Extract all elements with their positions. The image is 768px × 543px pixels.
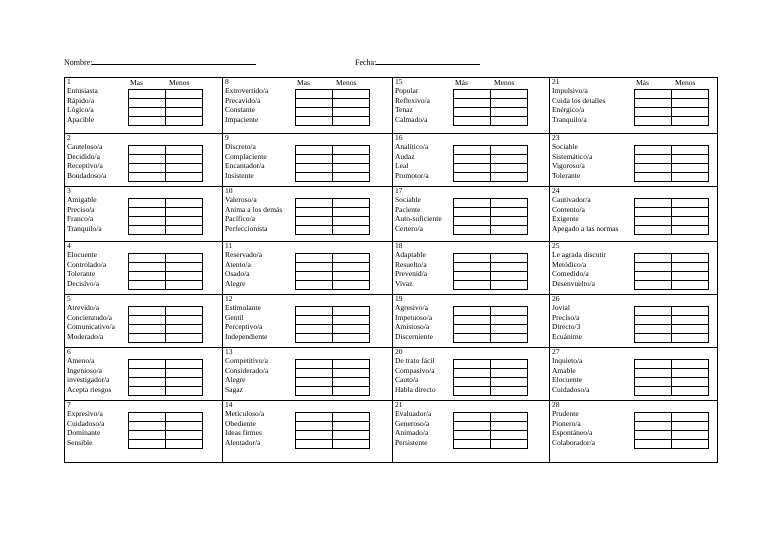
mas-answer-box[interactable]: [128, 439, 166, 449]
adjective-label: Preciso/a: [552, 312, 580, 322]
adjective-label: Atrevido/a: [67, 303, 100, 313]
word-group: [552, 133, 592, 180]
adjective-label: Sistemático/a: [552, 151, 593, 161]
adjective-label: Prevenid/a: [395, 269, 428, 279]
adjective-label: Pacífico/a: [225, 214, 255, 224]
mas-answer-box[interactable]: [634, 333, 672, 343]
date-input-line[interactable]: [376, 56, 480, 65]
mas-answer-box[interactable]: [634, 225, 672, 235]
menos-answer-box[interactable]: [671, 225, 709, 235]
adjective-label: Acepta riesgos: [67, 384, 112, 394]
adjective-label: Extrovertido/a: [225, 86, 269, 96]
adjective-label: Tranquilo/a: [67, 223, 102, 233]
adjective-label: Obediente: [225, 418, 256, 428]
adjective-label: Leal: [395, 161, 409, 171]
adjective-label: Alegre: [225, 278, 246, 288]
date-field: [355, 56, 480, 67]
adjective-label: Cuidadoso/a: [552, 384, 590, 394]
menos-answer-box[interactable]: [490, 116, 528, 126]
menos-answer-box[interactable]: [332, 439, 370, 449]
menos-column-header: Menos: [675, 78, 696, 87]
mas-answer-box[interactable]: [128, 116, 166, 126]
word-group: [225, 133, 267, 180]
menos-answer-box[interactable]: [165, 280, 203, 290]
menos-answer-box[interactable]: [490, 172, 528, 182]
adjective-label: Audaz: [395, 151, 415, 161]
group-number: 25: [552, 241, 560, 250]
group-number: 19: [395, 294, 403, 303]
group-number: 9: [225, 133, 229, 142]
mas-answer-box[interactable]: [295, 116, 333, 126]
mas-answer-box[interactable]: [634, 386, 672, 396]
word-group: [67, 294, 115, 341]
group-number: 7: [67, 400, 71, 409]
adjective-label: Certero/a: [395, 223, 423, 233]
adjective-label: Lógico/a: [67, 105, 94, 115]
adjective-label: Colaborador/a: [552, 437, 595, 447]
word-group: [552, 186, 618, 233]
adjective-label: Sensible: [67, 437, 93, 447]
adjective-label: Desenvuelto/a: [552, 278, 595, 288]
adjective-label: Elocuente: [552, 375, 582, 385]
word-group: [395, 77, 430, 124]
mas-answer-box[interactable]: [453, 280, 491, 290]
adjective-label: Competitivo/a: [225, 356, 268, 366]
menos-answer-box[interactable]: [332, 280, 370, 290]
group-number: 12: [225, 294, 233, 303]
adjective-label: Impulsivo/a: [552, 86, 588, 96]
adjective-label: Enérgico/a: [552, 105, 585, 115]
menos-answer-box[interactable]: [671, 439, 709, 449]
adjective-label: Pionero/a: [552, 418, 581, 428]
menos-answer-box[interactable]: [165, 386, 203, 396]
word-group: [395, 186, 442, 233]
word-group: [225, 241, 262, 288]
name-label: Nombre:: [64, 58, 93, 67]
adjective-label: Tolerante: [552, 170, 581, 180]
menos-answer-box[interactable]: [671, 116, 709, 126]
adjective-label: Sociable: [552, 142, 578, 152]
adjective-label: Amigable: [67, 195, 97, 205]
adjective-label: Controlado/a: [67, 259, 107, 269]
adjective-label: Espontáneo/a: [552, 428, 593, 438]
menos-answer-box[interactable]: [671, 172, 709, 182]
adjective-label: Cuida los detalles: [552, 95, 606, 105]
adjective-label: Calmado/a: [395, 114, 428, 124]
date-label: Fecha:: [355, 58, 377, 67]
adjective-label: Apacible: [67, 114, 95, 124]
adjective-label: Resuelto/a: [395, 259, 427, 269]
adjective-label: Comunicativo/a: [67, 322, 115, 332]
menos-answer-box[interactable]: [490, 333, 528, 343]
group-number: 1: [67, 77, 71, 86]
adjective-label: Ingenioso/a: [67, 365, 102, 375]
mas-answer-box[interactable]: [634, 116, 672, 126]
row-divider: [65, 400, 717, 401]
group-number: 20: [395, 347, 403, 356]
adjective-label: Discerniente: [395, 331, 433, 341]
group-number: 13: [225, 347, 233, 356]
mas-answer-box[interactable]: [453, 333, 491, 343]
adjective-label: Rápido/a: [67, 95, 95, 105]
word-group: [552, 241, 606, 288]
adjective-label: Anima a los demás: [225, 204, 283, 214]
word-group: [552, 294, 582, 341]
adjective-label: Ameno/a: [67, 356, 95, 366]
adjective-label: Generoso/a: [395, 418, 430, 428]
adjective-label: Ideas firmes: [225, 428, 262, 438]
adjective-label: Osado/a: [225, 269, 250, 279]
menos-answer-box[interactable]: [332, 225, 370, 235]
adjective-label: Tranquilo/a: [552, 114, 587, 124]
adjective-label: Adaptable: [395, 250, 426, 260]
mas-column-header: Más: [636, 78, 649, 87]
adjective-label: Reflexivo/a: [395, 95, 430, 105]
adjective-label: Evaluador/a: [395, 409, 432, 419]
menos-answer-box[interactable]: [165, 116, 203, 126]
adjective-label: Vigoroso/a: [552, 161, 585, 171]
mas-answer-box[interactable]: [128, 225, 166, 235]
menos-answer-box[interactable]: [490, 280, 528, 290]
menos-answer-box[interactable]: [490, 386, 528, 396]
word-group: [67, 133, 106, 180]
group-number: 11: [225, 241, 233, 250]
mas-answer-box[interactable]: [453, 439, 491, 449]
adjective-label: Preciso/a: [67, 204, 95, 214]
mas-answer-box[interactable]: [453, 116, 491, 126]
name-input-line[interactable]: [92, 56, 256, 65]
adjective-label: Considerado/a: [225, 365, 269, 375]
adjective-label: Sagaz: [225, 384, 243, 394]
adjective-label: Precavido/a: [225, 95, 261, 105]
group-number: 21: [395, 400, 403, 409]
word-group: [67, 347, 111, 394]
adjective-label: Impaciente: [225, 114, 259, 124]
group-number: 28: [552, 400, 560, 409]
adjective-label: Alentador/a: [225, 437, 261, 447]
mas-answer-box[interactable]: [634, 439, 672, 449]
adjective-label: Alegre: [225, 375, 246, 385]
adjective-label: Expresivo/a: [67, 409, 103, 419]
group-number: 14: [225, 400, 233, 409]
row-divider: [65, 294, 717, 295]
adjective-label: Discreto/a: [225, 142, 256, 152]
adjective-label: Estimulante: [225, 303, 261, 313]
adjective-label: Moderado/a: [67, 331, 104, 341]
mas-answer-box[interactable]: [453, 225, 491, 235]
adjective-label: Le agrada discutir: [552, 250, 607, 260]
mas-answer-box[interactable]: [295, 333, 333, 343]
menos-answer-box[interactable]: [165, 225, 203, 235]
adjective-label: Decidido/a: [67, 151, 100, 161]
adjective-label: Habla directo: [395, 384, 436, 394]
mas-column-header: Mas: [297, 78, 310, 87]
group-number: 16: [395, 133, 403, 142]
mas-answer-box[interactable]: [128, 386, 166, 396]
adjective-label: Comedido/a: [552, 269, 589, 279]
adjective-label: Analítico/a: [395, 142, 429, 152]
adjective-label: Vivaz: [395, 278, 413, 288]
group-number: 23: [552, 133, 560, 142]
adjective-label: Agresivo/a: [395, 303, 428, 313]
adjective-label: Reservado/a: [225, 250, 263, 260]
row-divider: [65, 347, 717, 348]
mas-column-header: Mas: [130, 78, 143, 87]
group-number: 26: [552, 294, 560, 303]
adjective-label: Compasivo/a: [395, 365, 435, 375]
column-divider: [392, 78, 393, 462]
adjective-label: Popular: [395, 86, 419, 96]
mas-answer-box[interactable]: [453, 172, 491, 182]
mas-answer-box[interactable]: [295, 172, 333, 182]
questionnaire-grid: [64, 77, 718, 463]
adjective-label: Cautivador/a: [552, 195, 591, 205]
word-group: [395, 400, 431, 447]
word-group: [552, 77, 605, 124]
adjective-label: Exigente: [552, 214, 579, 224]
group-number: 5: [67, 294, 71, 303]
adjective-label: Directo/3: [552, 322, 581, 332]
adjective-label: Metódico/a: [552, 259, 587, 269]
menos-answer-box[interactable]: [671, 386, 709, 396]
mas-answer-box[interactable]: [295, 280, 333, 290]
adjective-label: Sociable: [395, 195, 421, 205]
group-number: 21: [552, 77, 560, 86]
adjective-label: Elocuente: [67, 250, 97, 260]
word-group: [67, 186, 102, 233]
adjective-label: Inquieto/a: [552, 356, 583, 366]
group-number: 17: [395, 186, 403, 195]
menos-answer-box[interactable]: [165, 172, 203, 182]
menos-column-header: Menos: [494, 78, 515, 87]
mas-column-header: Más: [455, 78, 468, 87]
word-group: [67, 400, 105, 447]
word-group: [552, 400, 595, 447]
adjective-label: Cuidadoso/a: [67, 418, 105, 428]
adjective-label: Tolerante: [67, 269, 96, 279]
adjective-label: Decisivo/a: [67, 278, 100, 288]
adjective-label: Contento/a: [552, 204, 585, 214]
word-group: [395, 241, 427, 288]
adjective-label: Meticuloso/a: [225, 409, 265, 419]
word-group: [395, 347, 436, 394]
adjective-label: Complaciente: [225, 151, 267, 161]
adjective-label: Independiente: [225, 331, 268, 341]
adjective-label: Encantador/a: [225, 161, 265, 171]
mas-answer-box[interactable]: [295, 225, 333, 235]
adjective-label: Dominante: [67, 428, 101, 438]
word-group: [225, 347, 268, 394]
word-group: [225, 77, 268, 124]
adjective-label: Entusiasta: [67, 86, 98, 96]
adjective-label: Cauto/a: [395, 375, 419, 385]
group-number: 18: [395, 241, 403, 250]
adjective-label: Amistoso/a: [395, 322, 430, 332]
adjective-label: Apegado a las normas: [552, 223, 619, 233]
adjective-label: Tenaz: [395, 105, 413, 115]
adjective-label: Concienzudo/a: [67, 312, 112, 322]
adjective-label: Valeroso/a: [225, 195, 257, 205]
menos-answer-box[interactable]: [490, 225, 528, 235]
menos-answer-box[interactable]: [671, 333, 709, 343]
menos-answer-box[interactable]: [332, 172, 370, 182]
name-field: [64, 56, 256, 67]
group-number: 15: [395, 77, 403, 86]
menos-column-header: Menos: [336, 78, 357, 87]
mas-answer-box[interactable]: [634, 172, 672, 182]
adjective-label: Insistente: [225, 170, 254, 180]
adjective-label: Persistente: [395, 437, 428, 447]
word-group: [67, 241, 106, 288]
column-divider: [222, 78, 223, 462]
group-number: 8: [225, 77, 229, 86]
adjective-label: Animado/a: [395, 428, 429, 438]
adjective-label: Paciente: [395, 204, 421, 214]
word-group: [225, 186, 282, 233]
adjective-label: Impetuoso/a: [395, 312, 433, 322]
row-divider: [65, 186, 717, 187]
adjective-label: Promotor/a: [395, 170, 429, 180]
adjective-label: Atento/a: [225, 259, 251, 269]
word-group: [225, 294, 267, 341]
group-number: 3: [67, 186, 71, 195]
group-number: 2: [67, 133, 71, 142]
group-number: 27: [552, 347, 560, 356]
adjective-label: Constante: [225, 105, 255, 115]
menos-answer-box[interactable]: [332, 333, 370, 343]
mas-answer-box[interactable]: [295, 386, 333, 396]
mas-answer-box[interactable]: [128, 280, 166, 290]
word-group: [67, 77, 98, 124]
word-group: [552, 347, 590, 394]
adjective-label: Franco/a: [67, 214, 94, 224]
menos-answer-box[interactable]: [165, 439, 203, 449]
adjective-label: Perfeccionista: [225, 223, 268, 233]
mas-answer-box[interactable]: [295, 439, 333, 449]
menos-answer-box[interactable]: [332, 386, 370, 396]
row-divider: [65, 133, 717, 134]
adjective-label: Ecuánime: [552, 331, 582, 341]
menos-answer-box[interactable]: [165, 333, 203, 343]
adjective-label: investigador/a: [67, 375, 110, 385]
adjective-label: Prudente: [552, 409, 579, 419]
adjective-label: Gentil: [225, 312, 244, 322]
group-number: 4: [67, 241, 71, 250]
adjective-label: Receptivo/a: [67, 161, 103, 171]
group-number: 24: [552, 186, 560, 195]
adjective-label: Auto-suficiente: [395, 214, 442, 224]
word-group: [395, 133, 429, 180]
word-group: [225, 400, 264, 447]
adjective-label: Amable: [552, 365, 576, 375]
mas-answer-box[interactable]: [453, 386, 491, 396]
row-divider: [65, 241, 717, 242]
adjective-label: Cauteloso/a: [67, 142, 103, 152]
adjective-label: Jovial: [552, 303, 570, 313]
mas-answer-box[interactable]: [128, 172, 166, 182]
mas-answer-box[interactable]: [634, 280, 672, 290]
menos-answer-box[interactable]: [490, 439, 528, 449]
column-divider: [549, 78, 550, 462]
word-group: [395, 294, 433, 341]
menos-answer-box[interactable]: [332, 116, 370, 126]
adjective-label: Perceptivo/a: [225, 322, 263, 332]
adjective-label: De trato fácil: [395, 356, 435, 366]
group-number: 10: [225, 186, 233, 195]
group-number: 6: [67, 347, 71, 356]
adjective-label: Bondadoso/a: [67, 170, 107, 180]
menos-answer-box[interactable]: [671, 280, 709, 290]
menos-column-header: Menos: [169, 78, 190, 87]
mas-answer-box[interactable]: [128, 333, 166, 343]
